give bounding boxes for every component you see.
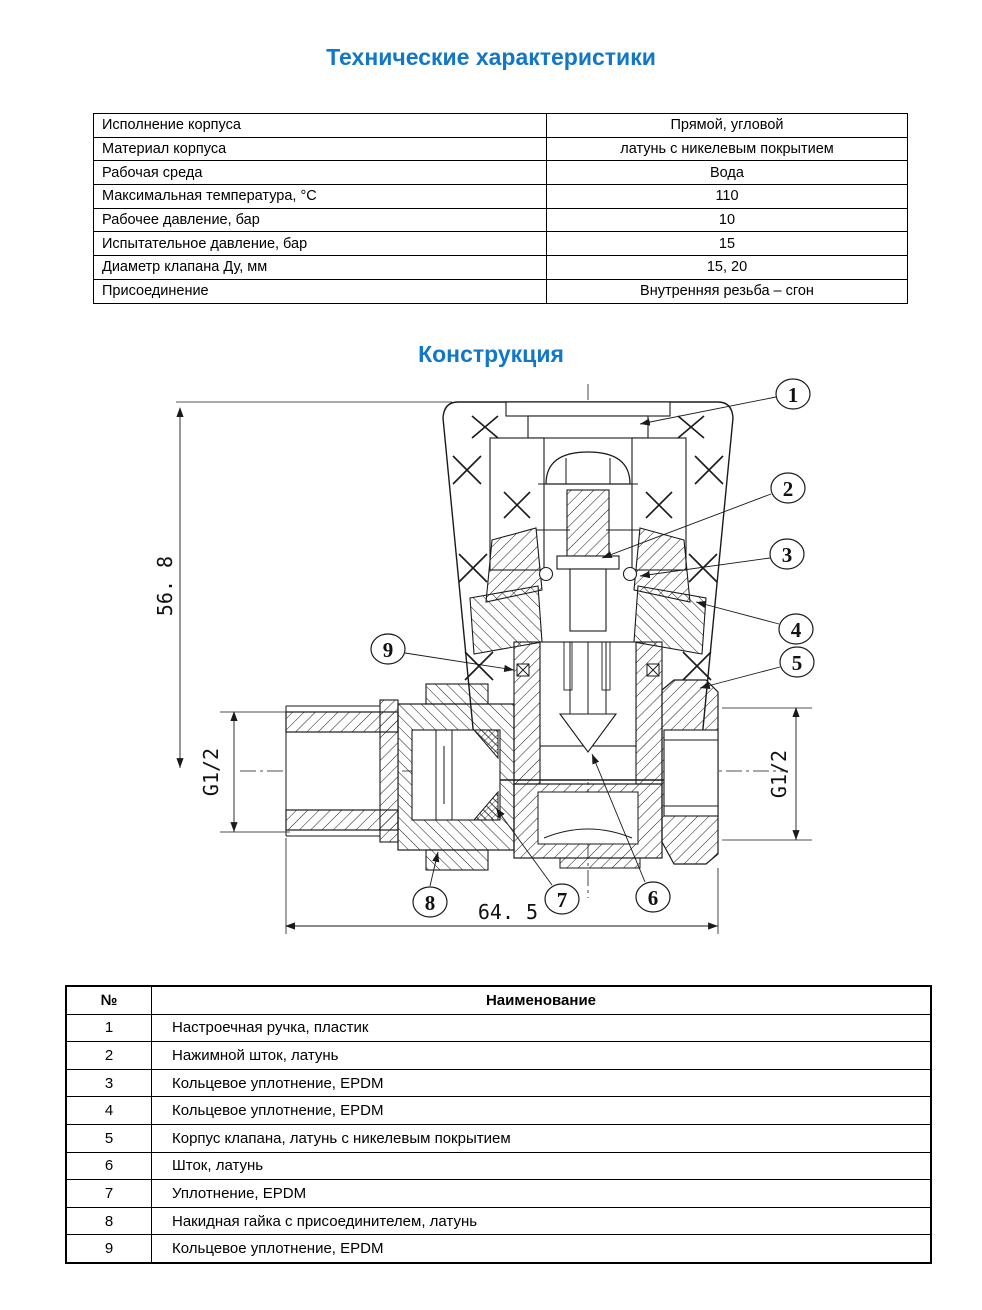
spec-label: Исполнение корпуса xyxy=(102,117,241,134)
parts-row xyxy=(67,1152,930,1180)
dimension-g12-left xyxy=(199,712,290,832)
spec-label: Рабочее давление, бар xyxy=(102,212,260,229)
valve-drawing-svg xyxy=(140,378,870,944)
parts-row xyxy=(67,1179,930,1207)
part-number: 4 xyxy=(67,1097,152,1124)
parts-header-name: Наименование xyxy=(485,991,597,1009)
union-nut xyxy=(398,684,514,870)
pressure-stem xyxy=(570,569,606,631)
svg-text:8: 8 xyxy=(424,891,436,915)
callout-3 xyxy=(770,539,804,569)
section-title-construction: Конструкция xyxy=(418,341,564,367)
spec-label: Рабочая среда xyxy=(102,164,203,181)
o-ring-9-left xyxy=(517,664,529,676)
spec-label: Испытательное давление, бар xyxy=(102,235,308,252)
section-title-specs: Технические характеристики xyxy=(326,44,656,70)
spec-row xyxy=(94,160,907,184)
valve-section-drawing xyxy=(140,378,870,944)
thread-right-label: G1/2 xyxy=(767,749,791,799)
spec-value: Внутренняя резьба – сгон xyxy=(546,280,907,303)
callout-2 xyxy=(771,473,805,503)
spec-row xyxy=(94,184,907,208)
svg-text:2: 2 xyxy=(782,477,794,501)
svg-text:6: 6 xyxy=(647,886,659,910)
svg-text:9: 9 xyxy=(382,638,394,662)
spec-value: 10 xyxy=(546,209,907,232)
callout-7 xyxy=(545,884,579,914)
tailpiece xyxy=(286,700,398,842)
parts-header-row xyxy=(67,987,930,1014)
parts-table xyxy=(65,985,932,1264)
part-name: Шток, латунь xyxy=(172,1157,264,1175)
svg-text:1: 1 xyxy=(787,383,799,407)
svg-text:3: 3 xyxy=(781,543,793,567)
part-name: Уплотнение, EPDM xyxy=(172,1184,307,1202)
spec-value: латунь с никелевым покрытием xyxy=(546,138,907,161)
part-name: Кольцевое уплотнение, EPDM xyxy=(172,1240,384,1258)
part-number: 1 xyxy=(67,1015,152,1042)
spec-label: Материал корпуса xyxy=(102,141,227,158)
spec-label: Диаметр клапана Ду, мм xyxy=(102,259,268,276)
parts-row xyxy=(67,1096,930,1124)
svg-text:7: 7 xyxy=(556,888,568,912)
part-name: Настроечная ручка, пластик xyxy=(172,1019,369,1037)
part-number: 7 xyxy=(67,1180,152,1207)
spec-value: Прямой, угловой xyxy=(546,114,907,137)
part-number: 2 xyxy=(67,1042,152,1069)
part-number: 5 xyxy=(67,1125,152,1152)
spec-row xyxy=(94,231,907,255)
part-name: Накидная гайка с присоединителем, латунь xyxy=(172,1212,478,1230)
specs-table xyxy=(93,113,908,304)
parts-header-num: № xyxy=(67,987,152,1014)
dimension-g12-right xyxy=(722,708,812,840)
parts-row xyxy=(67,1014,930,1042)
body-chamber xyxy=(514,784,662,868)
parts-row xyxy=(67,1041,930,1069)
svg-text:4: 4 xyxy=(790,618,802,642)
part-number: 6 xyxy=(67,1153,152,1180)
spec-row xyxy=(94,255,907,279)
callout-9 xyxy=(371,634,405,664)
callout-1 xyxy=(776,379,810,409)
body-right-coupling xyxy=(662,680,718,864)
dim-height-label: 56. 8 xyxy=(153,555,177,617)
spec-label: Присоединение xyxy=(102,283,209,300)
o-ring-9-right xyxy=(647,664,659,676)
callout-5 xyxy=(780,647,814,677)
part-name: Корпус клапана, латунь с никелевым покрытием xyxy=(172,1129,511,1147)
spec-value: Вода xyxy=(546,161,907,184)
part-name: Кольцевое уплотнение, EPDM xyxy=(172,1074,384,1092)
part-name: Нажимной шток, латунь xyxy=(172,1046,339,1064)
part-number: 3 xyxy=(67,1070,152,1097)
part-number: 9 xyxy=(67,1235,152,1262)
o-ring-3-left xyxy=(540,568,553,581)
spec-value: 15, 20 xyxy=(546,256,907,279)
o-ring-3-right xyxy=(624,568,637,581)
part-name: Кольцевое уплотнение, EPDM xyxy=(172,1102,384,1120)
dim-width-label: 64. 5 xyxy=(477,900,539,924)
callout-8 xyxy=(413,887,447,917)
spec-value: 15 xyxy=(546,232,907,255)
callout-4 xyxy=(779,614,813,644)
parts-row xyxy=(67,1069,930,1097)
spec-row xyxy=(94,208,907,232)
part-number: 8 xyxy=(67,1208,152,1235)
callout-6 xyxy=(636,882,670,912)
thread-left-label: G1/2 xyxy=(199,747,223,797)
spec-value: 110 xyxy=(546,185,907,208)
parts-row xyxy=(67,1207,930,1235)
spec-row xyxy=(94,114,907,137)
spec-label: Максимальная температура, °С xyxy=(102,188,317,205)
spec-row xyxy=(94,279,907,303)
parts-row xyxy=(67,1124,930,1152)
svg-text:5: 5 xyxy=(791,651,803,675)
spec-row xyxy=(94,137,907,161)
parts-row xyxy=(67,1234,930,1262)
